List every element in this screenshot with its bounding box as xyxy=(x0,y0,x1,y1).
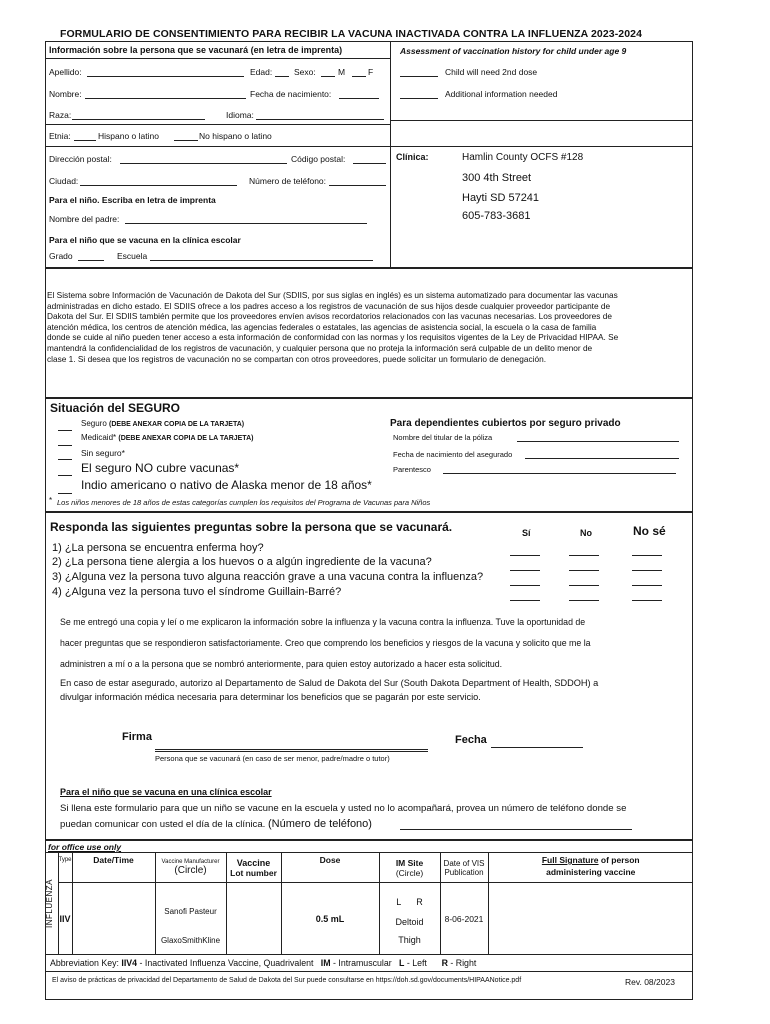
idioma-field[interactable] xyxy=(256,119,384,120)
person-info-header: Información sobre la persona que se vacunará (en letra de imprenta) xyxy=(49,45,343,55)
indio-label: Indio americano o nativo de Alaska menor de 18 años* xyxy=(81,478,372,492)
lot-cell[interactable] xyxy=(226,883,281,955)
firma-field[interactable] xyxy=(155,749,428,750)
abbrev-l: L xyxy=(399,958,405,968)
sdiis-line: Dakota del Sur. El SDIIS también permite que los proveedores envíen avisos recordatorios relacionados con las vacunas necesarias. Los proveedores de xyxy=(47,311,612,322)
q1-nose[interactable] xyxy=(632,555,662,556)
assessment-item-1: Child will need 2nd dose xyxy=(445,67,538,77)
clinic-street: 300 4th Street xyxy=(462,172,532,184)
private-header: Para dependientes cubiertos por seguro privado xyxy=(390,418,621,429)
sin-seguro-check[interactable] xyxy=(58,459,72,460)
school-header: Para el niño que se vacuna en la clínica escolar xyxy=(49,235,241,245)
col-nose: No sé xyxy=(633,524,666,538)
site-deltoid[interactable]: Deltoid xyxy=(395,916,424,927)
assessment-check-2[interactable] xyxy=(400,98,438,99)
q1-no[interactable] xyxy=(569,555,599,556)
manufacturer-sanofi[interactable]: Sanofi Pasteur xyxy=(164,906,217,916)
ciudad-label: Ciudad: xyxy=(49,176,79,186)
col-date: Date/Time xyxy=(72,853,155,883)
clinic-city: Hayti SD 57241 xyxy=(462,192,540,204)
signature-cell[interactable] xyxy=(488,883,693,955)
consent-line-4: En caso de estar asegurado, autorizo al Departamento de Salud de Dakota del Sur (South Dakota Department of Health, SDDOH) a xyxy=(60,678,599,688)
sin-seguro-label: Sin seguro* xyxy=(81,448,125,458)
abbrev-iiv4: IIV4 xyxy=(121,958,138,968)
no-hispano-check[interactable] xyxy=(174,140,198,141)
side-label-cell xyxy=(45,853,58,955)
firma-label: Firma xyxy=(122,731,152,743)
consent-line-1: Se me entregó una copia y leí o me explicaron la información sobre la influenza y la vacuna contra la influenza. Tuve la oportunidad de xyxy=(60,617,586,627)
indio-check[interactable] xyxy=(58,493,72,494)
ciudad-field[interactable] xyxy=(80,185,237,186)
manufacturer-cell[interactable] xyxy=(155,883,226,955)
apellido-label: Apellido: xyxy=(49,67,82,77)
nombre-field[interactable] xyxy=(85,98,246,99)
q2-si[interactable] xyxy=(510,570,540,571)
col-sig-label-b: of person xyxy=(600,855,640,865)
site-r[interactable]: R xyxy=(416,896,423,907)
col-vis xyxy=(440,853,488,883)
col-sig-label-a: Full Signature xyxy=(541,855,599,865)
sexo-f-label: F xyxy=(368,67,374,77)
edad-field[interactable] xyxy=(275,76,289,77)
school-phone-field[interactable] xyxy=(400,829,632,830)
abbrev-label: Abbreviation Key: xyxy=(50,958,119,968)
col-manufacturer-circle: (Circle) xyxy=(174,865,207,876)
site-thigh[interactable]: Thigh xyxy=(398,934,421,945)
type-value: IIV xyxy=(58,883,72,955)
question-4: 4) ¿Alguna vez la persona tuvo el síndrome Guillain-Barré? xyxy=(52,586,342,598)
sexo-label: Sexo: xyxy=(294,67,316,77)
insurance-footnote: Los niños menores de 18 años de estas categorías cumplen los requisitos del Programa de Vacunas para Niños xyxy=(57,498,431,507)
q3-si[interactable] xyxy=(510,585,540,586)
abbrev-r: R xyxy=(441,958,448,968)
question-1: 1) ¿La persona se encuentra enferma hoy? xyxy=(52,542,264,554)
col-sig-label-c: administering vaccine xyxy=(546,867,636,877)
no-cubre-check[interactable] xyxy=(58,475,72,476)
no-hispano-label: No hispano o latino xyxy=(199,131,272,141)
questions-header: Responda las siguientes preguntas sobre la persona que se vacunará. xyxy=(50,520,453,534)
col-manufacturer xyxy=(155,853,226,883)
col-no: No xyxy=(580,528,592,538)
parentesco-field[interactable] xyxy=(443,473,676,474)
nombre-padre-field[interactable] xyxy=(125,223,367,224)
sexo-f-field[interactable] xyxy=(352,76,366,77)
hispano-label: Hispano o latino xyxy=(98,131,159,141)
school-phone-label: (Número de teléfono) xyxy=(268,818,372,830)
seguro-check[interactable] xyxy=(58,430,72,431)
col-type: Type xyxy=(58,853,72,883)
form-title: FORMULARIO DE CONSENTIMIENTO PARA RECIBIR LA VACUNA INACTIVADA CONTRA LA INFLUENZA 2023-2024 xyxy=(60,28,643,40)
q1-si[interactable] xyxy=(510,555,540,556)
school-clinic-line-1: Si llena este formulario para que un niño se vacune en la escuela y usted no lo acompañará, provea un número de teléfono donde se xyxy=(60,803,627,814)
sdiis-line: atención médica, los centros de atención médica, las agencias federales o estatales, las agencias de asistencia social, la escuela o la casa de familia xyxy=(47,321,597,332)
fecha-label: Fecha xyxy=(455,734,487,746)
col-vaccine xyxy=(226,853,281,883)
hispano-check[interactable] xyxy=(74,140,96,141)
school-clinic-line-2: puedan comunicar con usted el día de la clínica. xyxy=(60,819,266,830)
date-cell[interactable] xyxy=(72,883,155,955)
abbreviation-key xyxy=(50,958,476,968)
seguro-note: (DEBE ANEXAR COPIA DE LA TARJETA) xyxy=(109,421,245,428)
manufacturer-gsk[interactable]: GlaxoSmithKline xyxy=(160,935,221,945)
fecha-field[interactable] xyxy=(491,747,583,748)
nombre-padre-label: Nombre del padre: xyxy=(49,214,120,224)
grado-label: Grado xyxy=(49,251,73,261)
footnote-asterisk: * xyxy=(49,496,53,505)
col-manufacturer-label: Vaccine Manufacturer xyxy=(161,859,220,865)
edad-label: Edad: xyxy=(250,67,273,77)
escuela-label: Escuela xyxy=(117,251,148,261)
col-vaccine-label: Vaccine xyxy=(236,857,271,868)
site-l[interactable]: L xyxy=(396,896,402,907)
q4-no[interactable] xyxy=(569,600,599,601)
fecha-nac-field[interactable] xyxy=(339,98,379,99)
abbrev-im-desc: - Intramuscular xyxy=(330,958,392,968)
clinic-phone: 605-783-3681 xyxy=(462,210,531,222)
vis-date: 8-06-2021 xyxy=(440,883,488,955)
parentesco-label: Parentesco xyxy=(393,465,431,474)
firma-sub: Persona que se vacunará (en caso de ser menor, padre/madre o tutor) xyxy=(155,754,390,763)
influenza-side-label: INFLUENZA xyxy=(45,879,54,928)
col-dose: Dose xyxy=(281,853,379,883)
col-im-circle: (Circle) xyxy=(395,867,424,878)
raza-field[interactable] xyxy=(72,119,205,120)
sdiis-line: clase 1. Si desea que los registros de vacunación no se compartan con otros proveedores, puede solicitar un formulario de denegación. xyxy=(47,353,547,364)
medicaid-check[interactable] xyxy=(58,445,72,446)
raza-label: Raza: xyxy=(49,110,72,120)
direccion-label: Dirección postal: xyxy=(49,154,112,164)
assessment-header: Assessment of vaccination history for child under age 9 xyxy=(400,46,627,56)
abbrev-iiv4-desc: - Inactivated Influenza Vaccine, Quadrivalent xyxy=(137,958,314,968)
medicaid-label: Medicaid* xyxy=(81,433,117,442)
insurance-section xyxy=(45,398,693,512)
consent-line-5: divulgar información médica necesaria para determinar los beneficios que se pagarán por este servicio. xyxy=(60,692,481,702)
sexo-m-field[interactable] xyxy=(321,76,335,77)
clinic-name: Hamlin County OCFS #128 xyxy=(462,152,584,163)
col-vis-label-b: Publication xyxy=(444,867,484,877)
etnia-label: Etnia: xyxy=(49,131,71,141)
col-lot-label: Lot number xyxy=(230,867,277,878)
col-im xyxy=(379,853,440,883)
col-im-label: IM Site xyxy=(395,857,424,868)
sdiis-text xyxy=(47,290,691,364)
abbrev-r-desc: - Right xyxy=(447,958,477,968)
q2-nose[interactable] xyxy=(632,570,662,571)
grado-field[interactable] xyxy=(78,260,104,261)
fecha-asegurado-label: Fecha de nacimiento del asegurado xyxy=(393,450,513,459)
q4-nose[interactable] xyxy=(632,600,662,601)
site-cell[interactable] xyxy=(379,883,440,955)
assessment-check-1[interactable] xyxy=(400,76,438,77)
q3-nose[interactable] xyxy=(632,585,662,586)
revision: Rev. 08/2023 xyxy=(625,977,675,987)
clinic-label: Clínica: xyxy=(396,152,429,162)
sdiis-line: El Sistema sobre Información de Vacunación de Dakota del Sur (SDIIS, por sus siglas en inglés) es un sistema automatizado para documentar las vacunas xyxy=(47,290,618,300)
abbrev-l-desc: - Left xyxy=(404,958,427,968)
assessment-item-2: Additional information needed xyxy=(445,89,558,99)
titular-field[interactable] xyxy=(517,441,679,442)
medicaid-note: (DEBE ANEXAR COPIA DE LA TARJETA) xyxy=(118,435,254,442)
seguro-label: Seguro xyxy=(81,419,107,428)
school-clinic-header: Para el niño que se vacuna en una clínica escolar xyxy=(60,787,272,797)
office-header: for office use only xyxy=(48,842,122,852)
consent-line-2: hacer preguntas que se respondieron satisfactoriamente. Creo que comprendo los beneficios y riesgos de la vacuna y solicito que me la xyxy=(60,638,591,648)
question-3: 3) ¿Alguna vez la persona tuvo alguna reacción grave a una vacuna contra la influenza? xyxy=(52,571,484,583)
privacy-notice: El aviso de prácticas de privacidad del Departamento de Salud de Dakota del Sur puede consultarse en https://doh.sd.gov/documents/HIPAANotice.pdf xyxy=(52,977,522,984)
apellido-field[interactable] xyxy=(87,76,244,77)
child-header: Para el niño. Escriba en letra de imprenta xyxy=(49,195,216,205)
q2-no[interactable] xyxy=(569,570,599,571)
sexo-m-label: M xyxy=(338,67,346,77)
office-table xyxy=(45,852,693,955)
dose-value: 0.5 mL xyxy=(281,883,379,955)
escuela-field[interactable] xyxy=(150,260,373,261)
telefono-label: Número de teléfono: xyxy=(249,176,327,186)
sdiis-line: donde se cuide al niño pueden tener acceso a esta información de conformidad con las normas y los requisitos vigentes de la Ley de Privacidad HIPAA. Se xyxy=(47,332,619,343)
titular-label: Nombre del titular de la póliza xyxy=(393,433,493,442)
abbrev-im: IM xyxy=(320,958,331,968)
codigo-postal-field[interactable] xyxy=(353,163,386,164)
sdiis-line: mantendrá la confidencialidad de los registros de vacunación, y cualquier persona que no proteja la información será culpable de un delito menor de xyxy=(47,342,593,353)
fecha-nac-label: Fecha de nacimiento: xyxy=(250,89,332,99)
no-cubre-label: El seguro NO cubre vacunas* xyxy=(81,461,240,475)
question-2: 2) ¿La persona tiene alergia a los huevos o a algún ingrediente de la vacuna? xyxy=(52,556,432,568)
nombre-label: Nombre: xyxy=(49,89,82,99)
sdiis-line: administradas en dicho estado. El SDIIS ofrece a los padres acceso a los registros de vacunación de sus hijos desde cualquier proveedor participante de xyxy=(47,300,611,311)
fecha-asegurado-field[interactable] xyxy=(525,458,679,459)
q3-no[interactable] xyxy=(569,585,599,586)
insurance-header: Situación del SEGURO xyxy=(50,401,181,415)
idioma-label: Idioma: xyxy=(226,110,254,120)
direccion-field[interactable] xyxy=(120,163,287,164)
col-signature xyxy=(488,853,693,883)
col-si: Sí xyxy=(522,528,531,538)
col-vis-label-a: Date of VIS xyxy=(443,858,485,868)
q4-si[interactable] xyxy=(510,600,540,601)
telefono-field[interactable] xyxy=(329,185,386,186)
consent-line-3: administren a mí o a la persona que se nombró anteriormente, para quien estoy autorizado a hacer esta solicitud. xyxy=(60,659,503,669)
codigo-postal-label: Código postal: xyxy=(291,154,346,164)
